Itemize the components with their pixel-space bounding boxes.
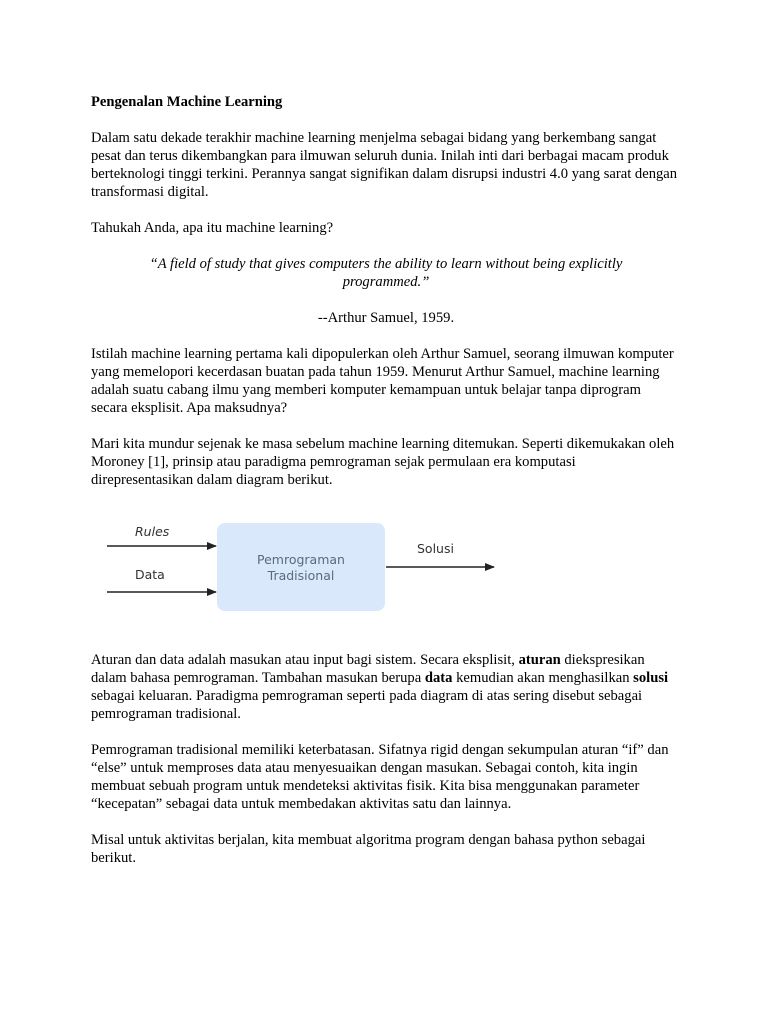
para5-text-4: sebagai keluaran. Paradigma pemrograman seperti pada diagram di atas sering disebut sebagai pemrograman tradisional. xyxy=(91,688,643,722)
diagram-process-box xyxy=(217,523,385,611)
para5-bold-data: data xyxy=(424,670,453,686)
para5-bold-aturan: aturan xyxy=(518,652,561,668)
paragraph-explanation xyxy=(91,651,681,723)
paragraph-intro: Dalam satu dekade terakhir machine learning menjelma sebagai bidang yang berkembang sangat pesat dan terus dikembangkan para ilmuwan seluruh dunia. Inilah inti dari berbagai macam produk berteknologi tinggi terkini. Perannya sangat signifikan dalam disrupsi industri 4.0 yang sarat dengan transformasi digital. xyxy=(91,130,678,200)
para5-text-2: diekspresikan dalam bahasa pemrograman. Tambahan masukan berupa xyxy=(91,652,645,686)
diagram-input-rules-label: Rules xyxy=(135,524,170,539)
document-title: Pengenalan Machine Learning xyxy=(91,94,283,110)
document-body xyxy=(91,93,681,867)
para5-bold-solusi: solusi xyxy=(633,670,669,686)
diagram-input-data-label: Data xyxy=(135,567,165,582)
diagram-svg xyxy=(91,523,681,623)
paragraph-moroney: Mari kita mundur sejenak ke masa sebelum machine learning ditemukan. Seperti dikemukakan oleh Moroney [1], prinsip atau paradigma pemrograman sejak permulaan era komputasi direpresentasikan dalam diagram berikut. xyxy=(91,436,675,488)
paragraph-example: Misal untuk aktivitas berjalan, kita membuat algoritma program dengan bahasa python sebagai berikut. xyxy=(91,832,646,866)
paragraph-samuel: Istilah machine learning pertama kali dipopulerkan oleh Arthur Samuel, seorang ilmuwan komputer yang memelopori kecerdasan buatan pada tahun 1959. Menurut Arthur Samuel, machine learning adalah suatu cabang ilmu yang memberi komputer kemampuan untuk belajar tanpa diprogram secara eksplisit. Apa maksudnya? xyxy=(91,346,674,416)
paragraph-question: Tahukah Anda, apa itu machine learning? xyxy=(91,220,334,236)
para5-text-1: Aturan dan data adalah masukan atau input bagi sistem. Secara eksplisit, xyxy=(91,652,519,668)
paragraph-limitations: Pemrograman tradisional memiliki keterbatasan. Sifatnya rigid dengan sekumpulan aturan “if” dan “else” untuk memproses data atau menyesuaikan dengan masukan. Sebagai contoh, kita ingin membuat sebuah program untuk mendeteksi aktivitas fisik. Kita bisa menggunakan parameter “kecepatan” sebagai data untuk membedakan aktivitas satu dan lainnya. xyxy=(91,742,669,812)
traditional-programming-diagram xyxy=(91,523,681,623)
quote: “A field of study that gives computers the ability to learn without being explicitly programmed.” xyxy=(149,256,623,290)
diagram-output-label: Solusi xyxy=(417,541,454,556)
quote-attribution: --Arthur Samuel, 1959. xyxy=(317,310,455,326)
diagram-box-line2: Tradisional xyxy=(267,568,335,583)
para5-text-3: kemudian akan menghasilkan xyxy=(452,670,634,686)
diagram-box-line1: Pemrograman xyxy=(257,552,345,567)
